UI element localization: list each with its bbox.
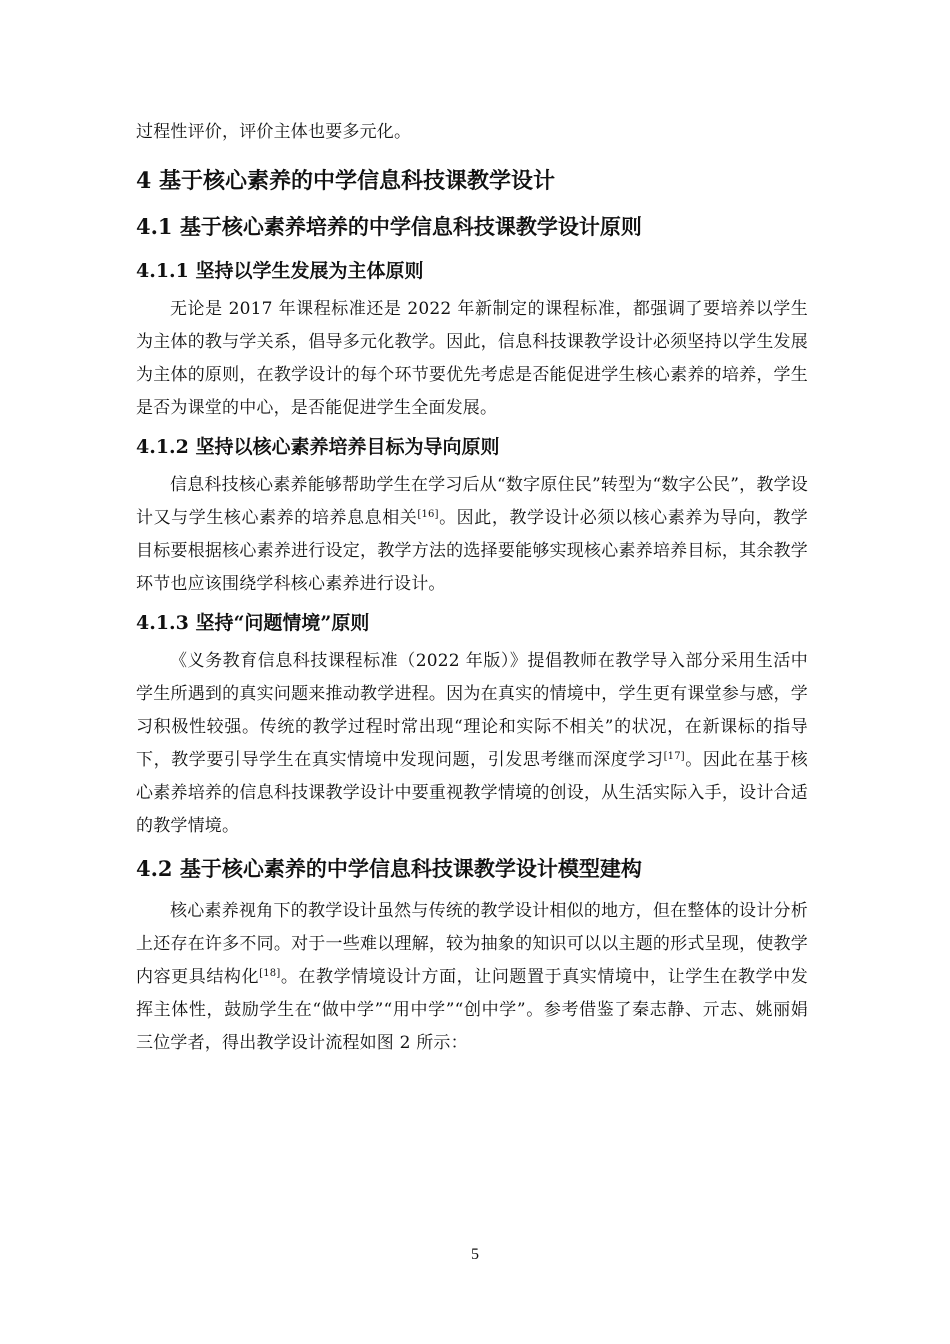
paragraph-text: 核心素养视角下的教学设计虽然与传统的教学设计相似的地方，但在整体的设计分析上还存在许多不同。对于一些难以理解，较为抽象的知识可以以主题的形式呈现，使教学内容更具结构化: [136, 901, 808, 987]
paragraph-text: 《义务教育信息科技课程标准（2022 年版）》提倡教师在教学导入部分采用生活中学生所遇到的真实问题来推动教学进程。因为在真实的情境中，学生更有课堂参与感，学习积极性较强。传统的教学过程时常出现“理论和实际不相关”的状况，在新课标的指导下，教学要引导学生在真实情境中发现问题，引发思考继而深度学习: [136, 651, 808, 770]
paragraph-text: 。因此，教学设计必须以核心素养为导向，教学目标要根据核心素养进行设定，教学方法的选择要能够实现核心素养培养目标，其余教学环节也应该围绕学科核心素养进行设计。: [136, 508, 808, 594]
citation-17: [17]: [663, 751, 685, 762]
page-number: 5: [471, 1246, 479, 1263]
heading-section-4-1: 4.1 基于核心素养培养的中学信息科技课教学设计原则: [136, 214, 642, 239]
paragraph-continuation: 过程性评价，评价主体也要多元化。: [136, 122, 412, 142]
paragraph-4-1-3: [136, 645, 808, 843]
page-content: [136, 116, 808, 1060]
paragraph-4-1-1: 无论是 2017 年课程标准还是 2022 年新制定的课程标准，都强调了要培养以学生为主体的教与学关系，倡导多元化教学。因此，信息科技课教学设计必须坚持以学生发展为主体的原则，在教学设计的每个环节要优先考虑是否能促进学生核心素养的培养，学生是否为课堂的中心，是否能促进学生全面发展。: [136, 299, 808, 418]
heading-section-4-2: 4.2 基于核心素养的中学信息科技课教学设计模型建构: [136, 856, 642, 881]
paragraph-4-1-2: [136, 469, 808, 601]
paragraph-4-2: [136, 895, 808, 1060]
citation-18: [18]: [259, 968, 281, 979]
paragraph-text: 信息科技核心素养能够帮助学生在学习后从“数字原住民”转型为“数字公民”，教学设计又与学生核心素养的培养息息相关: [136, 475, 808, 528]
citation-16: [16]: [417, 509, 439, 520]
heading-chapter-4: 4 基于核心素养的中学信息科技课教学设计: [136, 168, 555, 194]
paragraph-text: 。在教学情境设计方面，让问题置于真实情境中，让学生在教学中发挥主体性，鼓励学生在“做中学”“用中学”“创中学”。参考借鉴了秦志静、亓志、姚丽娟三位学者，得出教学设计流程如图 2 所示：: [136, 967, 809, 1053]
paragraph-text: 。因此在基于核心素养培养的信息科技课教学设计中要重视教学情境的创设，从生活实际入手，设计合适的教学情境。: [136, 750, 809, 836]
heading-section-4-1-2: 4.1.2 坚持以核心素养培养目标为导向原则: [136, 436, 500, 458]
heading-section-4-1-1: 4.1.1 坚持以学生发展为主体原则: [136, 260, 424, 282]
heading-section-4-1-3: 4.1.3 坚持“问题情境”原则: [136, 612, 370, 634]
